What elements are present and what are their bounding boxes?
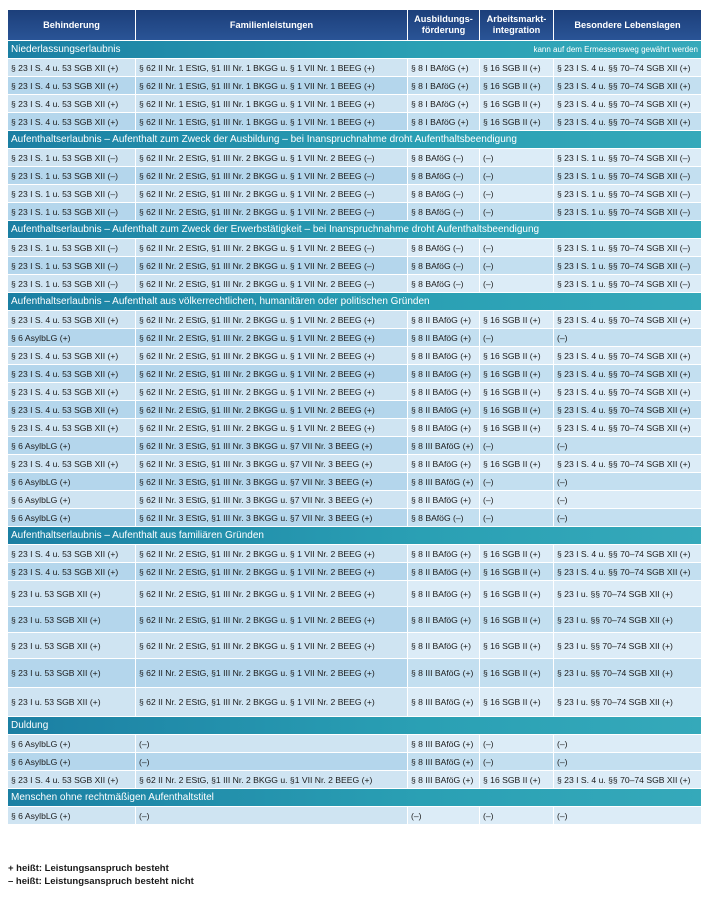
table-row	[8, 95, 702, 113]
table-cell: § 16 SGB II (+)	[480, 113, 554, 131]
table-cell: § 8 II BAföG (+)	[408, 633, 480, 659]
table-cell: § 16 SGB II (+)	[480, 563, 554, 581]
legend	[8, 862, 194, 888]
table-cell: § 62 II Nr. 2 EStG, §1 III Nr. 2 BKGG u. § 1 VII Nr. 2 BEEG (+)	[136, 607, 408, 633]
table-cell: § 8 BAföG (–)	[408, 239, 480, 257]
section-title: Aufenthaltserlaubnis – Aufenthalt aus familiären Gründen	[11, 529, 264, 541]
table-cell: § 8 II BAföG (+)	[408, 365, 480, 383]
table-cell: § 8 BAföG (–)	[408, 275, 480, 293]
table-cell: § 8 II BAföG (+)	[408, 419, 480, 437]
section-header	[8, 789, 702, 807]
table-cell: (–)	[408, 807, 480, 825]
table-cell: § 23 I u. 53 SGB XII (+)	[8, 581, 136, 607]
table-cell: § 16 SGB II (+)	[480, 545, 554, 563]
table-cell: § 8 III BAföG (+)	[408, 771, 480, 789]
table-row	[8, 455, 702, 473]
table-row	[8, 257, 702, 275]
table-cell: § 23 I S. 1 u. 53 SGB XII (–)	[8, 239, 136, 257]
table-cell: (–)	[480, 491, 554, 509]
table-cell: § 16 SGB II (+)	[480, 401, 554, 419]
table-cell: § 8 BAföG (–)	[408, 167, 480, 185]
table-cell: (–)	[136, 735, 408, 753]
section-title-cell	[8, 527, 702, 545]
table-row	[8, 771, 702, 789]
table-cell: § 16 SGB II (+)	[480, 383, 554, 401]
table-cell: § 16 SGB II (+)	[480, 581, 554, 607]
table-cell: § 62 II Nr. 1 EStG, §1 III Nr. 1 BKGG u. § 1 VII Nr. 1 BEEG (+)	[136, 95, 408, 113]
table-cell: § 23 I S. 1 u. 53 SGB XII (–)	[8, 149, 136, 167]
section-header	[8, 293, 702, 311]
table-row	[8, 659, 702, 688]
benefits-table-document	[8, 10, 702, 825]
table-cell: (–)	[554, 509, 702, 527]
table-cell: § 62 II Nr. 2 EStG, §1 III Nr. 2 BKGG u. § 1 VII Nr. 2 BEEG (+)	[136, 633, 408, 659]
table-cell: (–)	[480, 473, 554, 491]
table-cell: § 8 I BAföG (+)	[408, 95, 480, 113]
section-note: kann auf dem Ermessensweg gewährt werden	[533, 44, 698, 54]
table-cell: § 23 I u. 53 SGB XII (+)	[8, 688, 136, 717]
table-cell: § 8 II BAföG (+)	[408, 581, 480, 607]
table-cell: § 62 II Nr. 3 EStG, §1 III Nr. 3 BKGG u. §7 VII Nr. 3 BEEG (+)	[136, 437, 408, 455]
table-cell: § 16 SGB II (+)	[480, 455, 554, 473]
table-row	[8, 383, 702, 401]
table-cell: § 62 II Nr. 2 EStG, §1 III Nr. 2 BKGG u. § 1 VII Nr. 2 BEEG (+)	[136, 545, 408, 563]
table-cell: § 23 I S. 4 u. 53 SGB XII (+)	[8, 311, 136, 329]
table-cell: § 23 I S. 4 u. §§ 70–74 SGB XII (+)	[554, 563, 702, 581]
table-cell: § 23 I u. 53 SGB XII (+)	[8, 633, 136, 659]
table-cell: (–)	[554, 735, 702, 753]
table-cell: § 23 I u. 53 SGB XII (+)	[8, 659, 136, 688]
table-cell: § 8 II BAföG (+)	[408, 347, 480, 365]
table-cell: § 62 II Nr. 2 EStG, §1 III Nr. 2 BKGG u. § 1 VII Nr. 2 BEEG (–)	[136, 275, 408, 293]
table-row	[8, 607, 702, 633]
table-cell: § 23 I u. §§ 70–74 SGB XII (+)	[554, 659, 702, 688]
table-row	[8, 77, 702, 95]
table-row	[8, 419, 702, 437]
table-cell: § 16 SGB II (+)	[480, 347, 554, 365]
table-cell: § 8 II BAföG (+)	[408, 491, 480, 509]
header-arbeitsmarktintegration: Arbeitsmarkt-integration	[480, 10, 554, 41]
table-cell: § 62 II Nr. 2 EStG, §1 III Nr. 2 BKGG u. § 1 VII Nr. 2 BEEG (–)	[136, 167, 408, 185]
table-cell: § 23 I S. 4 u. §§ 70–74 SGB XII (+)	[554, 113, 702, 131]
table-cell: (–)	[480, 203, 554, 221]
header-row	[8, 10, 702, 41]
table-cell: § 23 I S. 1 u. §§ 70–74 SGB XII (–)	[554, 185, 702, 203]
table-cell: § 62 II Nr. 1 EStG, §1 III Nr. 1 BKGG u. § 1 VII Nr. 1 BEEG (+)	[136, 113, 408, 131]
table-cell: § 8 II BAföG (+)	[408, 329, 480, 347]
table-cell: § 62 II Nr. 2 EStG, §1 III Nr. 2 BKGG u. § 1 VII Nr. 2 BEEG (+)	[136, 581, 408, 607]
legend-minus: – heißt: Leistungsanspruch besteht nicht	[8, 876, 194, 887]
table-row	[8, 347, 702, 365]
section-title-cell	[8, 789, 702, 807]
table-cell: § 62 II Nr. 2 EStG, §1 III Nr. 2 BKGG u. §1 VII Nr. 2 BEEG (+)	[136, 771, 408, 789]
table-cell: (–)	[480, 753, 554, 771]
table-row	[8, 473, 702, 491]
table-cell: § 8 II BAföG (+)	[408, 545, 480, 563]
table-cell: § 16 SGB II (+)	[480, 688, 554, 717]
table-cell: § 8 I BAföG (+)	[408, 77, 480, 95]
table-row	[8, 239, 702, 257]
table-row	[8, 365, 702, 383]
table-row	[8, 167, 702, 185]
table-cell: (–)	[554, 753, 702, 771]
table-row	[8, 688, 702, 717]
table-cell: § 23 I S. 4 u. 53 SGB XII (+)	[8, 59, 136, 77]
section-header	[8, 527, 702, 545]
section-title-cell	[8, 293, 702, 311]
table-row	[8, 563, 702, 581]
section-title: Menschen ohne rechtmäßigen Aufenthaltstitel	[11, 791, 214, 803]
table-cell: § 23 I S. 4 u. 53 SGB XII (+)	[8, 545, 136, 563]
table-cell: § 16 SGB II (+)	[480, 633, 554, 659]
table-row	[8, 545, 702, 563]
table-cell: § 23 I S. 4 u. 53 SGB XII (+)	[8, 347, 136, 365]
table-cell: § 8 III BAföG (+)	[408, 659, 480, 688]
section-title: Aufenthaltserlaubnis – Aufenthalt zum Zweck der Ausbildung – bei Inanspruchnahme droht Aufenthaltsbeendigung	[11, 133, 517, 145]
table-row	[8, 633, 702, 659]
header-besondere-lebenslagen: Besondere Lebenslagen	[554, 10, 702, 41]
header-ausbildungsfoerderung: Ausbildungs-förderung	[408, 10, 480, 41]
section-header	[8, 717, 702, 735]
table-cell: § 62 II Nr. 1 EStG, §1 III Nr. 1 BKGG u. § 1 VII Nr. 1 BEEG (+)	[136, 77, 408, 95]
table-row	[8, 59, 702, 77]
table-cell: (–)	[480, 275, 554, 293]
section-title: Aufenthaltserlaubnis – Aufenthalt aus völkerrechtlichen, humanitären oder politischen Gründen	[11, 295, 430, 307]
table-cell: § 23 I u. §§ 70–74 SGB XII (+)	[554, 633, 702, 659]
table-cell: § 23 I S. 1 u. §§ 70–74 SGB XII (–)	[554, 167, 702, 185]
table-cell: § 8 III BAföG (+)	[408, 473, 480, 491]
table-row	[8, 581, 702, 607]
table-cell: § 8 II BAföG (+)	[408, 383, 480, 401]
table-cell: § 62 II Nr. 2 EStG, §1 III Nr. 2 BKGG u. § 1 VII Nr. 2 BEEG (+)	[136, 419, 408, 437]
table-cell: § 8 II BAföG (+)	[408, 563, 480, 581]
table-row	[8, 311, 702, 329]
table-cell: (–)	[480, 807, 554, 825]
table-cell: § 8 I BAföG (+)	[408, 59, 480, 77]
table-cell: (–)	[480, 437, 554, 455]
table-cell: § 6 AsylbLG (+)	[8, 329, 136, 347]
table-cell: § 6 AsylbLG (+)	[8, 473, 136, 491]
table-cell: § 6 AsylbLG (+)	[8, 807, 136, 825]
table-cell: § 62 II Nr. 2 EStG, §1 III Nr. 2 BKGG u. § 1 VII Nr. 2 BEEG (+)	[136, 347, 408, 365]
table-cell: § 62 II Nr. 2 EStG, §1 III Nr. 2 BKGG u. § 1 VII Nr. 2 BEEG (–)	[136, 149, 408, 167]
table-cell: § 6 AsylbLG (+)	[8, 491, 136, 509]
header-familienleistungen: Familienleistungen	[136, 10, 408, 41]
table-cell: § 8 II BAföG (+)	[408, 455, 480, 473]
table-cell: § 16 SGB II (+)	[480, 419, 554, 437]
table-cell: § 62 II Nr. 2 EStG, §1 III Nr. 2 BKGG u. § 1 VII Nr. 2 BEEG (+)	[136, 365, 408, 383]
table-row	[8, 753, 702, 771]
table-cell: (–)	[554, 437, 702, 455]
table-cell: § 6 AsylbLG (+)	[8, 437, 136, 455]
table-row	[8, 113, 702, 131]
table-body	[8, 41, 702, 825]
table-cell: § 23 I S. 4 u. §§ 70–74 SGB XII (+)	[554, 311, 702, 329]
table-cell: § 62 II Nr. 2 EStG, §1 III Nr. 2 BKGG u. § 1 VII Nr. 2 BEEG (+)	[136, 401, 408, 419]
table-cell: § 8 II BAföG (+)	[408, 311, 480, 329]
table-cell: § 6 AsylbLG (+)	[8, 753, 136, 771]
header-behinderung: Behinderung	[8, 10, 136, 41]
table-cell: § 8 BAföG (–)	[408, 257, 480, 275]
table-cell: (–)	[480, 257, 554, 275]
table-cell: § 62 II Nr. 2 EStG, §1 III Nr. 2 BKGG u. § 1 VII Nr. 2 BEEG (–)	[136, 185, 408, 203]
table-row	[8, 437, 702, 455]
table-cell: § 62 II Nr. 3 EStG, §1 III Nr. 3 BKGG u. §7 VII Nr. 3 BEEG (+)	[136, 455, 408, 473]
section-title: Niederlassungserlaubnis	[11, 43, 121, 55]
table-cell: § 23 I S. 4 u. 53 SGB XII (+)	[8, 77, 136, 95]
table-row	[8, 149, 702, 167]
table-cell: § 23 I S. 4 u. §§ 70–74 SGB XII (+)	[554, 545, 702, 563]
table-row	[8, 185, 702, 203]
table-cell: § 23 I S. 1 u. 53 SGB XII (–)	[8, 185, 136, 203]
table-cell: § 23 I S. 4 u. 53 SGB XII (+)	[8, 419, 136, 437]
table-cell: § 8 III BAföG (+)	[408, 437, 480, 455]
table-cell: § 8 II BAföG (+)	[408, 607, 480, 633]
table-row	[8, 735, 702, 753]
table-cell: (–)	[480, 167, 554, 185]
table-cell: § 62 II Nr. 2 EStG, §1 III Nr. 2 BKGG u. § 1 VII Nr. 2 BEEG (+)	[136, 563, 408, 581]
table-cell: § 23 I u. §§ 70–74 SGB XII (+)	[554, 688, 702, 717]
table-row	[8, 491, 702, 509]
table-cell: (–)	[480, 149, 554, 167]
table-cell: (–)	[480, 239, 554, 257]
table-cell: § 23 I S. 1 u. 53 SGB XII (–)	[8, 167, 136, 185]
section-title-cell	[8, 717, 702, 735]
table-cell: § 16 SGB II (+)	[480, 311, 554, 329]
table-cell: (–)	[480, 509, 554, 527]
section-header	[8, 41, 702, 59]
table-cell: § 23 I S. 4 u. 53 SGB XII (+)	[8, 563, 136, 581]
table-cell: § 8 BAföG (–)	[408, 185, 480, 203]
table-cell: § 8 III BAföG (+)	[408, 753, 480, 771]
table-cell: § 23 I S. 1 u. 53 SGB XII (–)	[8, 203, 136, 221]
table-cell: § 23 I S. 4 u. §§ 70–74 SGB XII (+)	[554, 77, 702, 95]
table-cell: § 23 I S. 4 u. 53 SGB XII (+)	[8, 383, 136, 401]
table-cell: § 16 SGB II (+)	[480, 771, 554, 789]
table-cell: § 23 I S. 4 u. §§ 70–74 SGB XII (+)	[554, 771, 702, 789]
table-cell: (–)	[480, 329, 554, 347]
table-cell: § 16 SGB II (+)	[480, 77, 554, 95]
table-cell: § 8 BAföG (–)	[408, 509, 480, 527]
table-cell: § 8 BAföG (–)	[408, 203, 480, 221]
table-cell: § 8 BAföG (–)	[408, 149, 480, 167]
table-cell: § 23 I S. 4 u. 53 SGB XII (+)	[8, 771, 136, 789]
section-header	[8, 221, 702, 239]
section-title-cell	[8, 131, 702, 149]
table-row	[8, 509, 702, 527]
table-cell: § 8 III BAföG (+)	[408, 735, 480, 753]
table-cell: (–)	[554, 473, 702, 491]
table-row	[8, 275, 702, 293]
table-cell: § 62 II Nr. 2 EStG, §1 III Nr. 2 BKGG u. § 1 VII Nr. 2 BEEG (+)	[136, 383, 408, 401]
table-cell: § 16 SGB II (+)	[480, 607, 554, 633]
table-cell: § 23 I S. 4 u. §§ 70–74 SGB XII (+)	[554, 95, 702, 113]
table-cell: § 62 II Nr. 2 EStG, §1 III Nr. 2 BKGG u. § 1 VII Nr. 2 BEEG (+)	[136, 688, 408, 717]
table-cell: § 62 II Nr. 2 EStG, §1 III Nr. 2 BKGG u. § 1 VII Nr. 2 BEEG (–)	[136, 257, 408, 275]
table-cell: § 23 I S. 4 u. §§ 70–74 SGB XII (+)	[554, 401, 702, 419]
table-cell: (–)	[554, 491, 702, 509]
table-cell: § 23 I u. §§ 70–74 SGB XII (+)	[554, 607, 702, 633]
table-cell: § 62 II Nr. 2 EStG, §1 III Nr. 2 BKGG u. § 1 VII Nr. 2 BEEG (+)	[136, 659, 408, 688]
table-cell: § 62 II Nr. 2 EStG, §1 III Nr. 2 BKGG u. § 1 VII Nr. 2 BEEG (+)	[136, 329, 408, 347]
table-cell: § 23 I S. 1 u. §§ 70–74 SGB XII (–)	[554, 149, 702, 167]
table-cell: § 23 I S. 1 u. 53 SGB XII (–)	[8, 257, 136, 275]
table-cell: § 23 I S. 1 u. §§ 70–74 SGB XII (–)	[554, 203, 702, 221]
table-cell: (–)	[480, 735, 554, 753]
table-cell: § 62 II Nr. 3 EStG, §1 III Nr. 3 BKGG u. §7 VII Nr. 3 BEEG (+)	[136, 491, 408, 509]
table-cell: § 6 AsylbLG (+)	[8, 509, 136, 527]
table-row	[8, 203, 702, 221]
table-cell: § 62 II Nr. 3 EStG, §1 III Nr. 3 BKGG u. §7 VII Nr. 3 BEEG (+)	[136, 509, 408, 527]
table-row	[8, 329, 702, 347]
table-cell: § 23 I S. 4 u. §§ 70–74 SGB XII (+)	[554, 59, 702, 77]
section-title-cell	[8, 221, 702, 239]
section-title: Aufenthaltserlaubnis – Aufenthalt zum Zweck der Erwerbstätigkeit – bei Inanspruchnahme droht Aufenthaltsbeendigung	[11, 223, 540, 235]
table-cell: § 23 I S. 4 u. 53 SGB XII (+)	[8, 113, 136, 131]
table-cell: § 23 I S. 1 u. 53 SGB XII (–)	[8, 275, 136, 293]
table-cell: § 62 II Nr. 2 EStG, §1 III Nr. 2 BKGG u. § 1 VII Nr. 2 BEEG (–)	[136, 239, 408, 257]
table-cell: § 16 SGB II (+)	[480, 659, 554, 688]
section-header	[8, 131, 702, 149]
section-title-cell	[8, 41, 702, 59]
table-cell: § 23 I S. 1 u. §§ 70–74 SGB XII (–)	[554, 257, 702, 275]
table-cell: (–)	[136, 753, 408, 771]
table-row	[8, 401, 702, 419]
table-cell: § 16 SGB II (+)	[480, 365, 554, 383]
table-cell: § 16 SGB II (+)	[480, 59, 554, 77]
table-cell: § 8 III BAföG (+)	[408, 688, 480, 717]
table-cell: § 23 I u. §§ 70–74 SGB XII (+)	[554, 581, 702, 607]
table-cell: § 62 II Nr. 1 EStG, §1 III Nr. 1 BKGG u. § 1 VII Nr. 1 BEEG (+)	[136, 59, 408, 77]
table-cell: § 23 I S. 1 u. §§ 70–74 SGB XII (–)	[554, 239, 702, 257]
benefits-table	[8, 10, 702, 825]
table-cell: § 23 I S. 4 u. 53 SGB XII (+)	[8, 95, 136, 113]
table-cell: § 23 I S. 1 u. §§ 70–74 SGB XII (–)	[554, 275, 702, 293]
table-cell: § 23 I S. 4 u. 53 SGB XII (+)	[8, 401, 136, 419]
table-cell: § 62 II Nr. 2 EStG, §1 III Nr. 2 BKGG u. § 1 VII Nr. 2 BEEG (–)	[136, 203, 408, 221]
table-cell: § 8 II BAföG (+)	[408, 401, 480, 419]
table-cell: (–)	[554, 329, 702, 347]
table-cell: § 23 I S. 4 u. §§ 70–74 SGB XII (+)	[554, 347, 702, 365]
table-cell: (–)	[480, 185, 554, 203]
table-cell: § 62 II Nr. 2 EStG, §1 III Nr. 2 BKGG u. § 1 VII Nr. 2 BEEG (+)	[136, 311, 408, 329]
table-cell: § 23 I S. 4 u. §§ 70–74 SGB XII (+)	[554, 419, 702, 437]
table-cell: § 23 I S. 4 u. §§ 70–74 SGB XII (+)	[554, 383, 702, 401]
table-cell: § 23 I u. 53 SGB XII (+)	[8, 607, 136, 633]
section-title: Duldung	[11, 719, 49, 731]
table-cell: (–)	[554, 807, 702, 825]
table-cell: (–)	[136, 807, 408, 825]
table-row	[8, 807, 702, 825]
table-cell: § 23 I S. 4 u. 53 SGB XII (+)	[8, 455, 136, 473]
table-cell: § 23 I S. 4 u. §§ 70–74 SGB XII (+)	[554, 455, 702, 473]
table-cell: § 8 I BAföG (+)	[408, 113, 480, 131]
table-cell: § 16 SGB II (+)	[480, 95, 554, 113]
table-cell: § 23 I S. 4 u. §§ 70–74 SGB XII (+)	[554, 365, 702, 383]
table-cell: § 62 II Nr. 3 EStG, §1 III Nr. 3 BKGG u. §7 VII Nr. 3 BEEG (+)	[136, 473, 408, 491]
legend-plus: + heißt: Leistungsanspruch besteht	[8, 863, 169, 874]
table-cell: § 23 I S. 4 u. 53 SGB XII (+)	[8, 365, 136, 383]
table-cell: § 6 AsylbLG (+)	[8, 735, 136, 753]
